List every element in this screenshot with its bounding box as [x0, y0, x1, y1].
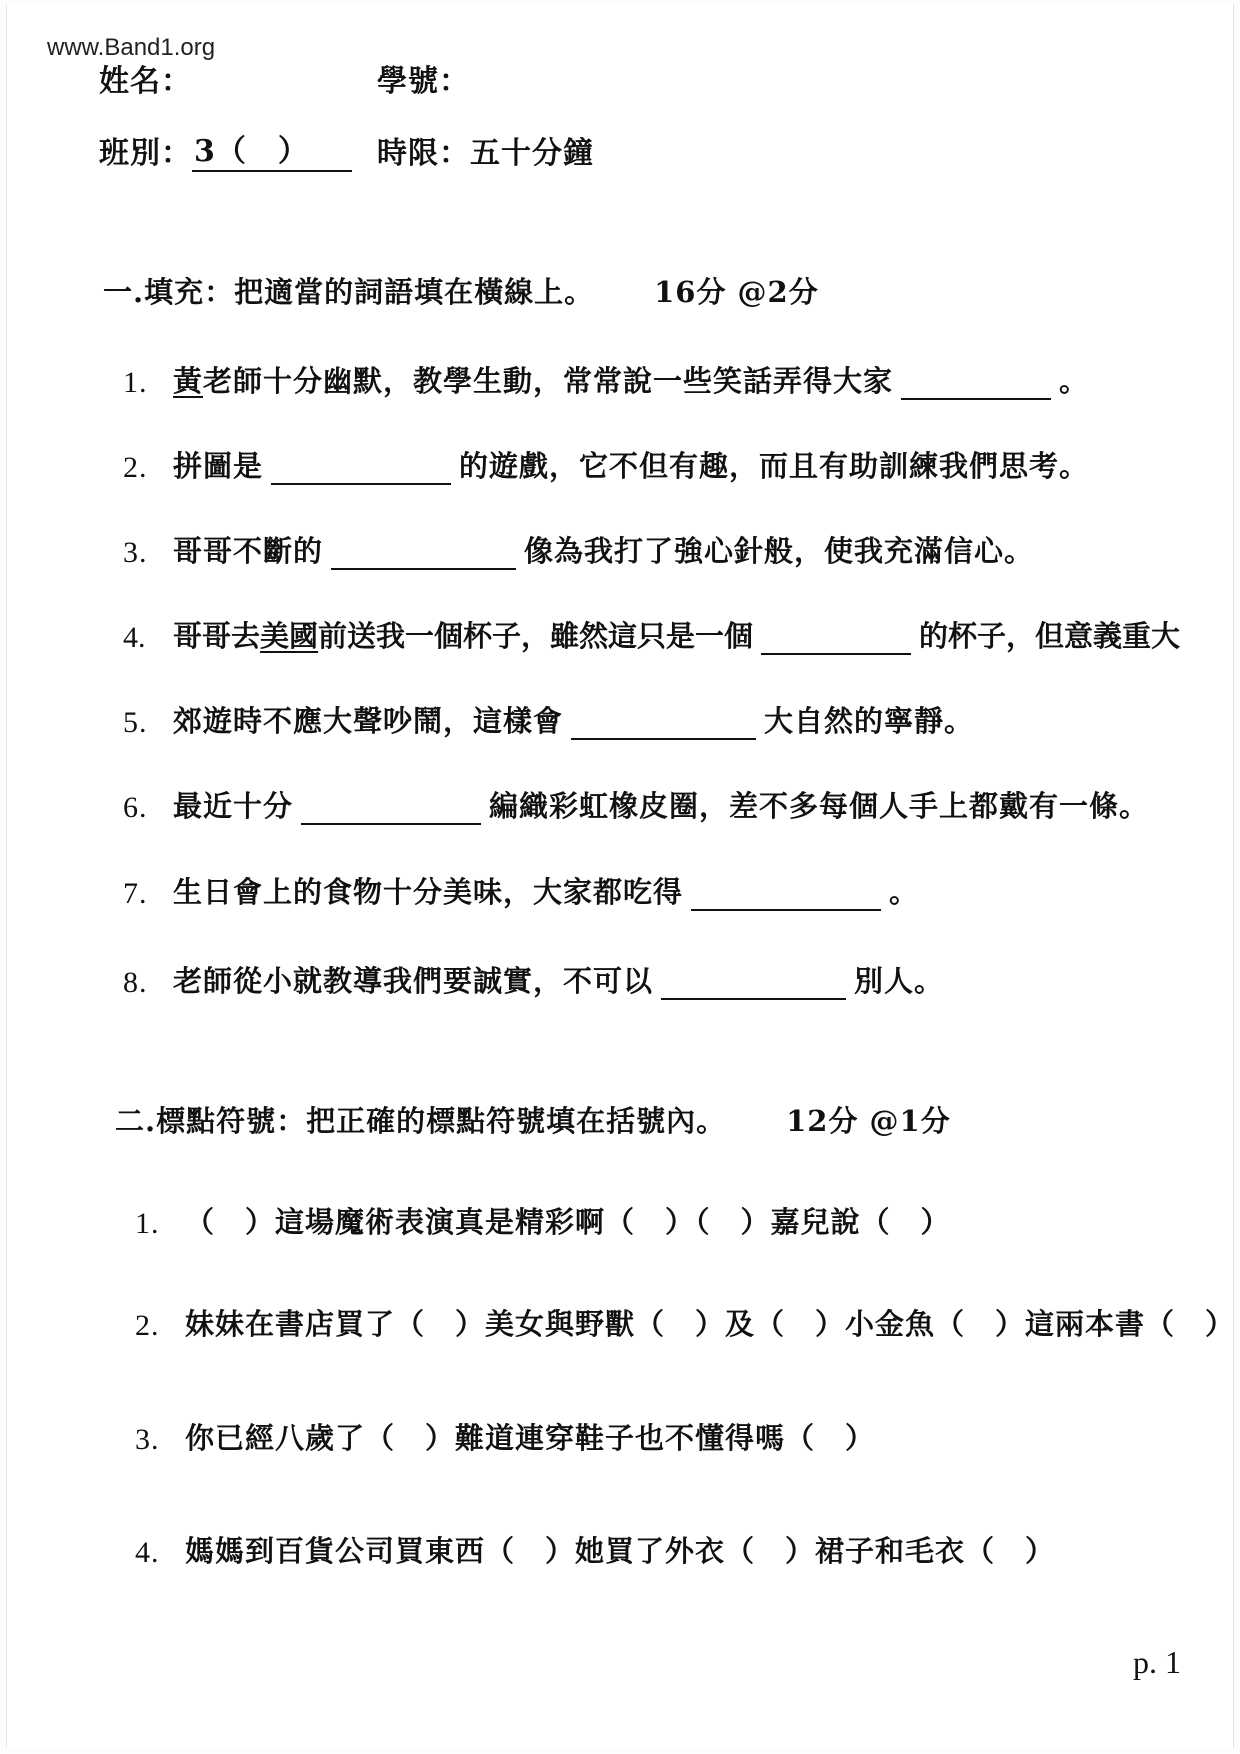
item-text-mid: 前送我一個杯子，雖然這只是一個	[318, 619, 754, 653]
fill-item-2	[123, 444, 1089, 485]
item-number: 1.	[123, 366, 148, 399]
item-text-after: 編織彩虹橡皮圈，差不多每個人手上都戴有一條。	[489, 789, 1150, 823]
name-label: 姓名：	[99, 64, 192, 99]
time-limit: 時限：五十分鐘	[377, 136, 594, 171]
item-number: 8.	[123, 966, 148, 999]
item-text-after: 像為我打了強心針般，使我充滿信心。	[524, 534, 1035, 568]
punct-item-4	[135, 1529, 1055, 1570]
item-number: 3.	[123, 536, 148, 569]
section2-title: 二.標點符號：把正確的標點符號填在括號內。	[115, 1104, 727, 1138]
fill-item-1	[123, 359, 1089, 400]
item-text-before: 老師從小就教導我們要誠實，不可以	[173, 964, 654, 998]
page-number: p. 1	[1133, 1644, 1181, 1680]
item-number: 4.	[123, 621, 146, 654]
item-text-after: 的杯子，但意義重大	[919, 619, 1181, 653]
item-text-after: 。	[889, 875, 920, 909]
proper-name: 美國	[260, 619, 319, 653]
item-text-before: 哥哥不斷的	[173, 534, 324, 568]
answer-blank[interactable]	[331, 538, 516, 570]
item-number: 6.	[123, 791, 148, 824]
item-number: 7.	[123, 877, 148, 910]
item-text[interactable]: 媽媽到百貨公司買東西（ ）她買了外衣（ ）裙子和毛衣（ ）	[185, 1534, 1056, 1568]
item-text-before: 哥哥去	[173, 619, 261, 653]
item-text-after: 別人。	[854, 964, 945, 998]
item-number: 4.	[135, 1536, 160, 1569]
worksheet-page	[6, 4, 1234, 1748]
proper-name: 黃	[173, 364, 204, 398]
answer-blank[interactable]	[301, 793, 481, 825]
answer-blank[interactable]	[691, 879, 881, 911]
item-text[interactable]: 妹妹在書店買了（ ）美女與野獸（ ）及（ ）小金魚（ ）這兩本書（ ）	[185, 1307, 1236, 1341]
answer-blank[interactable]	[661, 968, 846, 1000]
item-text-before: 郊遊時不應大聲吵鬧，這樣會	[173, 704, 564, 738]
item-text[interactable]: 你已經八歲了（ ）難道連穿鞋子也不懂得嗎（ ）	[185, 1421, 876, 1455]
fill-item-8	[123, 959, 944, 1000]
item-text-before: 老師十分幽默，教學生動，常常說一些笑話弄得大家	[203, 364, 894, 398]
item-number: 3.	[135, 1423, 160, 1456]
class-value: 3（ ）	[194, 134, 309, 169]
item-text-before: 拼圖是	[173, 449, 264, 483]
item-text-before: 生日會上的食物十分美味，大家都吃得	[173, 875, 684, 909]
punct-item-2	[135, 1302, 1235, 1343]
answer-blank[interactable]	[571, 708, 756, 740]
watermark: www.Band1.org	[47, 34, 216, 61]
fill-item-5	[123, 699, 974, 740]
student-no-label: 學號：	[377, 64, 470, 99]
item-number: 2.	[123, 451, 148, 484]
class-field[interactable]	[192, 134, 352, 172]
item-text[interactable]: （ ）這場魔術表演真是精彩啊（ ）（ ）嘉兒說（ ）	[185, 1205, 951, 1239]
section1-score: 16分 @2分	[654, 275, 819, 309]
item-text-before: 最近十分	[173, 789, 294, 823]
item-number: 1.	[135, 1207, 160, 1240]
fill-item-7	[123, 870, 919, 911]
fill-item-6	[123, 784, 1149, 825]
punct-item-1	[135, 1200, 951, 1241]
section1-title: 一.填充：把適當的詞語填在橫線上。	[103, 275, 595, 309]
class-row	[99, 128, 352, 172]
item-text-after: 大自然的寧靜。	[764, 704, 975, 738]
answer-blank[interactable]	[761, 623, 911, 655]
class-label: 班別：	[99, 136, 192, 171]
section1-heading	[103, 270, 819, 311]
section2-score: 12分 @1分	[786, 1104, 951, 1138]
section2-heading	[115, 1099, 951, 1140]
answer-blank[interactable]	[901, 368, 1051, 400]
item-text-after: 的遊戲，它不但有趣，而且有助訓練我們思考。	[459, 449, 1090, 483]
item-text-after: 。	[1059, 364, 1090, 398]
fill-item-3	[123, 529, 1034, 570]
punct-item-3	[135, 1416, 875, 1457]
fill-item-4	[123, 614, 1180, 655]
answer-blank[interactable]	[271, 453, 451, 485]
item-number: 2.	[135, 1309, 160, 1342]
item-number: 5.	[123, 706, 148, 739]
